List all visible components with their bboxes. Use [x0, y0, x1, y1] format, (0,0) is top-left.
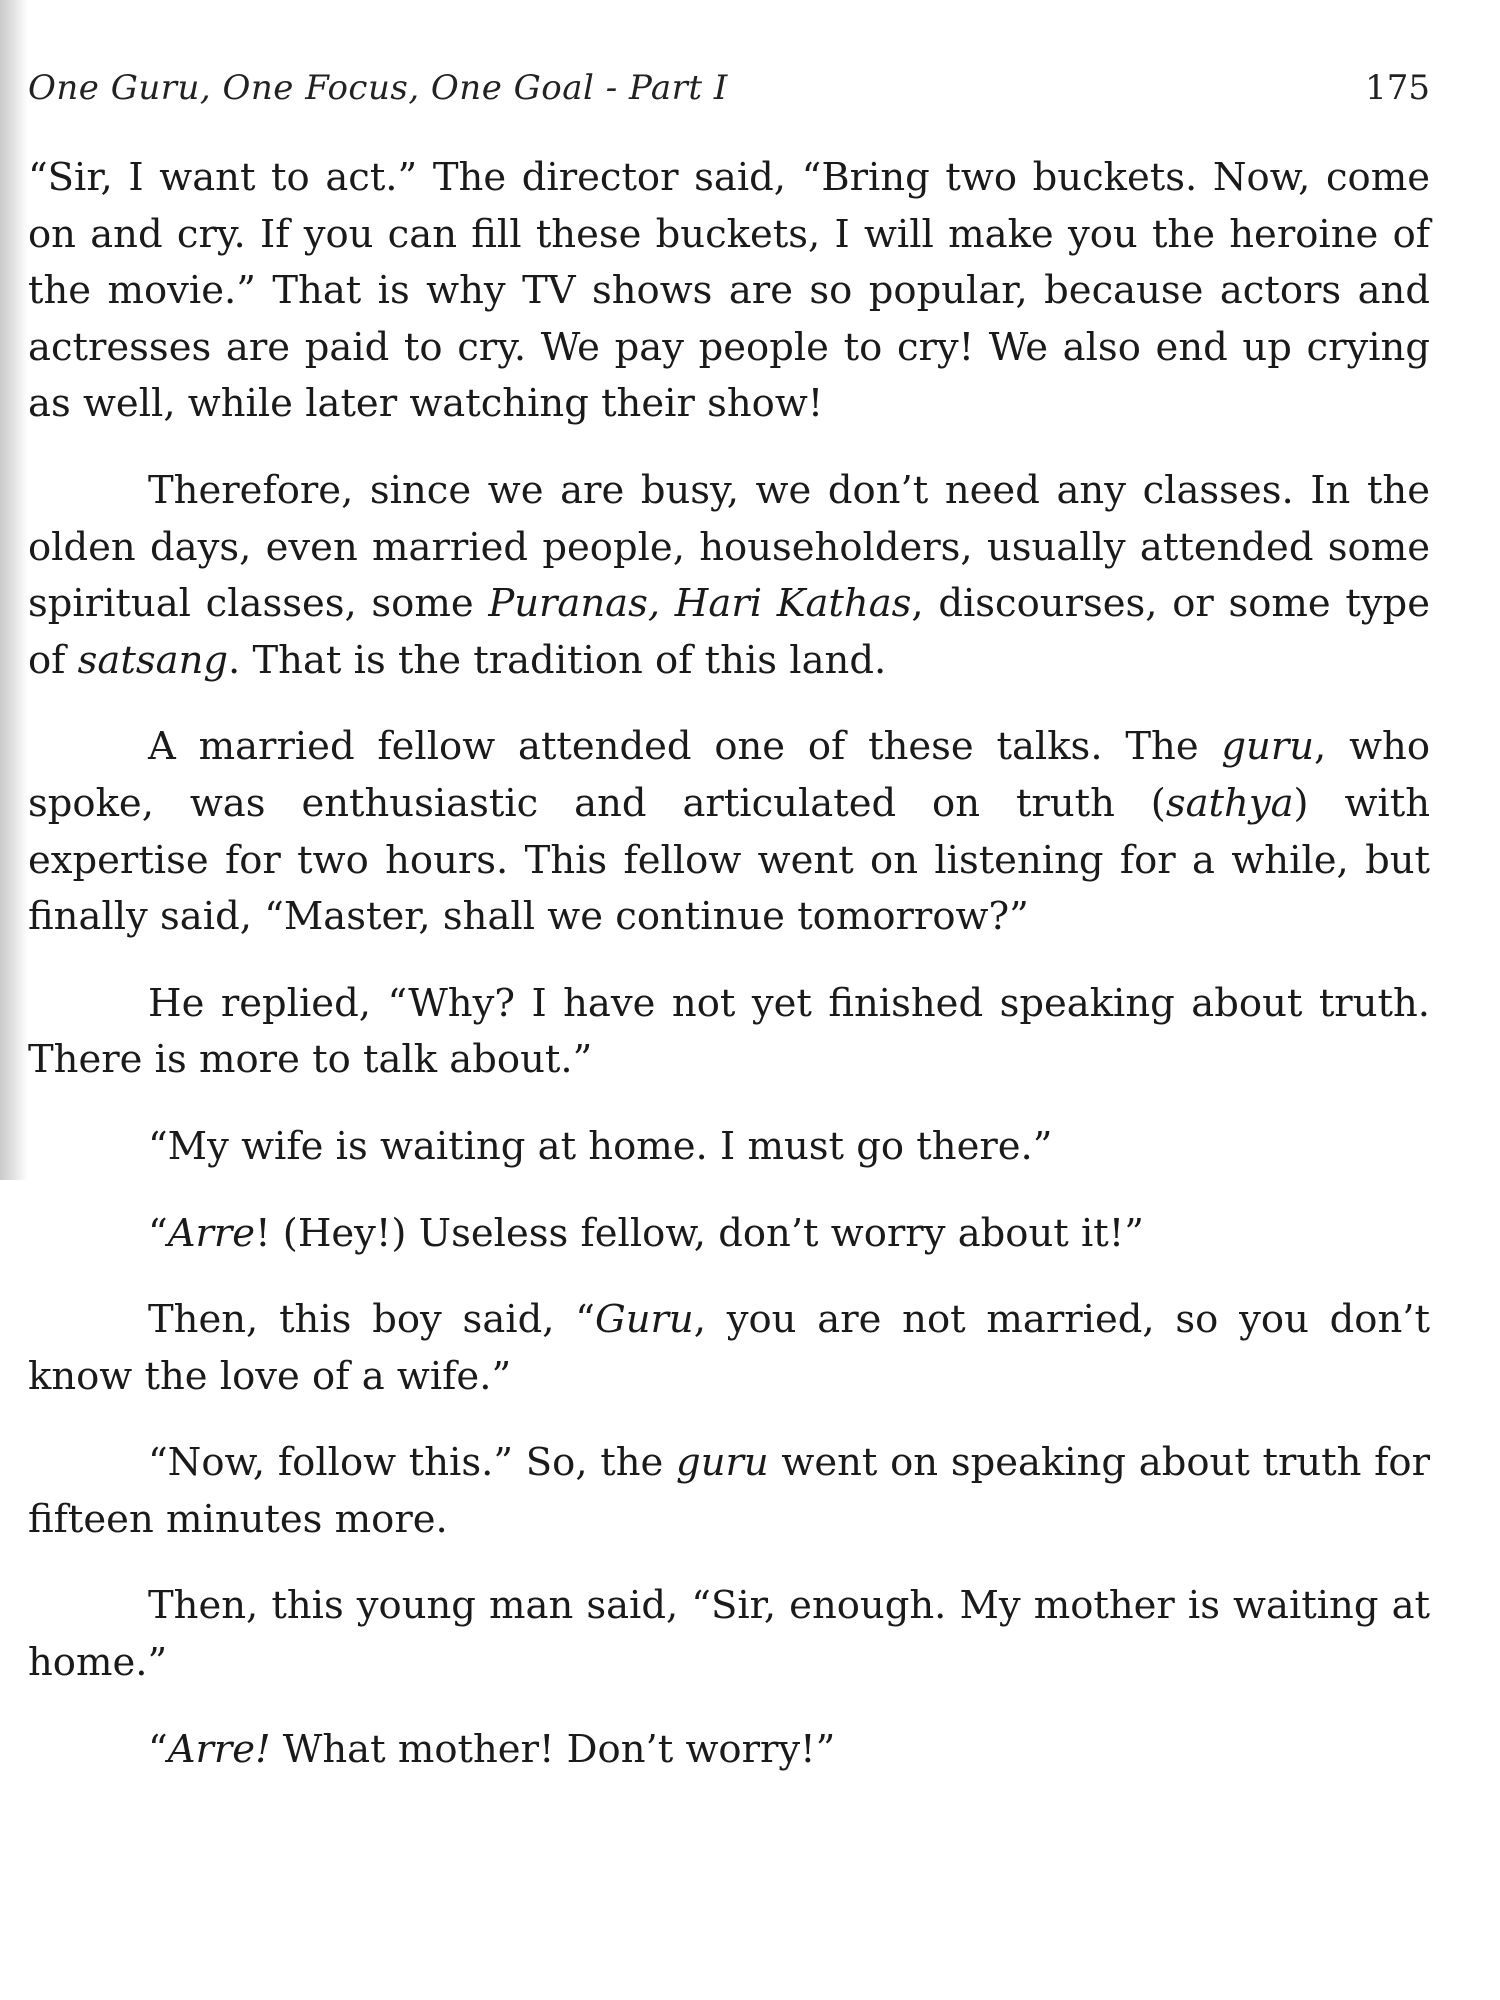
- paragraph-4: He replied, “Why? I have not yet finished speaking about truth. There is more to talk about.”: [28, 980, 1430, 1083]
- paragraph-1: “Sir, I want to act.” The director said, “Bring two buckets. Now, come on and cry. If you can fill these buckets, I will make you the heroine of the movie.” That is why TV shows are so popular, because actors and actresses are paid to cry. We pay people to cry! We also end up crying as well, while later watching their show!: [28, 155, 1430, 427]
- italic-term-guru: guru: [1221, 724, 1315, 770]
- italic-term-guru-3: guru: [676, 1440, 769, 1486]
- page-number: 175: [1365, 68, 1430, 108]
- body-text: [28, 150, 1430, 1778]
- paragraph-5: “My wife is waiting at home. I must go there.”: [148, 1123, 1053, 1169]
- running-title: One Guru, One Focus, One Goal - Part I: [28, 68, 728, 108]
- paragraph-10: “Arre! What mother! Don’t worry!”: [148, 1726, 836, 1772]
- paragraph-3: A married fellow attended one of these talks. The guru, who spoke, was enthusiastic and articulated on truth (sathya) with expertise for two hours. This fellow went on listening for a while, but finally said, “Master, shall we continue tomorrow?”: [28, 724, 1431, 940]
- binding-shadow: [0, 0, 28, 1180]
- paragraph-8: “Now, follow this.” So, the guru went on speaking about truth for fifteen minutes more.: [28, 1440, 1430, 1542]
- paragraph-9: Then, this young man said, “Sir, enough. My mother is waiting at home.”: [28, 1583, 1430, 1686]
- italic-term-puranas-hari-kathas: Puranas, Hari Kathas: [488, 581, 912, 627]
- italic-term-sathya: sathya: [1165, 780, 1294, 826]
- paragraph-2: Therefore, since we are busy, we don’t need any classes. In the olden days, even married people, householders, usually attended some spiritual classes, some Puranas, Hari Kathas, discourses, or some type of satsang. That is the tradition of this land.: [28, 467, 1430, 683]
- italic-term-arre-2: Arre!: [167, 1726, 271, 1772]
- page-header: [28, 68, 1430, 116]
- italic-term-guru-2: Guru: [594, 1297, 694, 1343]
- paragraph-6: “Arre! (Hey!) Useless fellow, don’t worry about it!”: [148, 1210, 1144, 1256]
- italic-term-arre: Arre: [167, 1210, 256, 1256]
- paragraph-7: Then, this boy said, “Guru, you are not married, so you don’t know the love of a wife.”: [28, 1297, 1430, 1399]
- italic-term-satsang: satsang: [77, 637, 229, 683]
